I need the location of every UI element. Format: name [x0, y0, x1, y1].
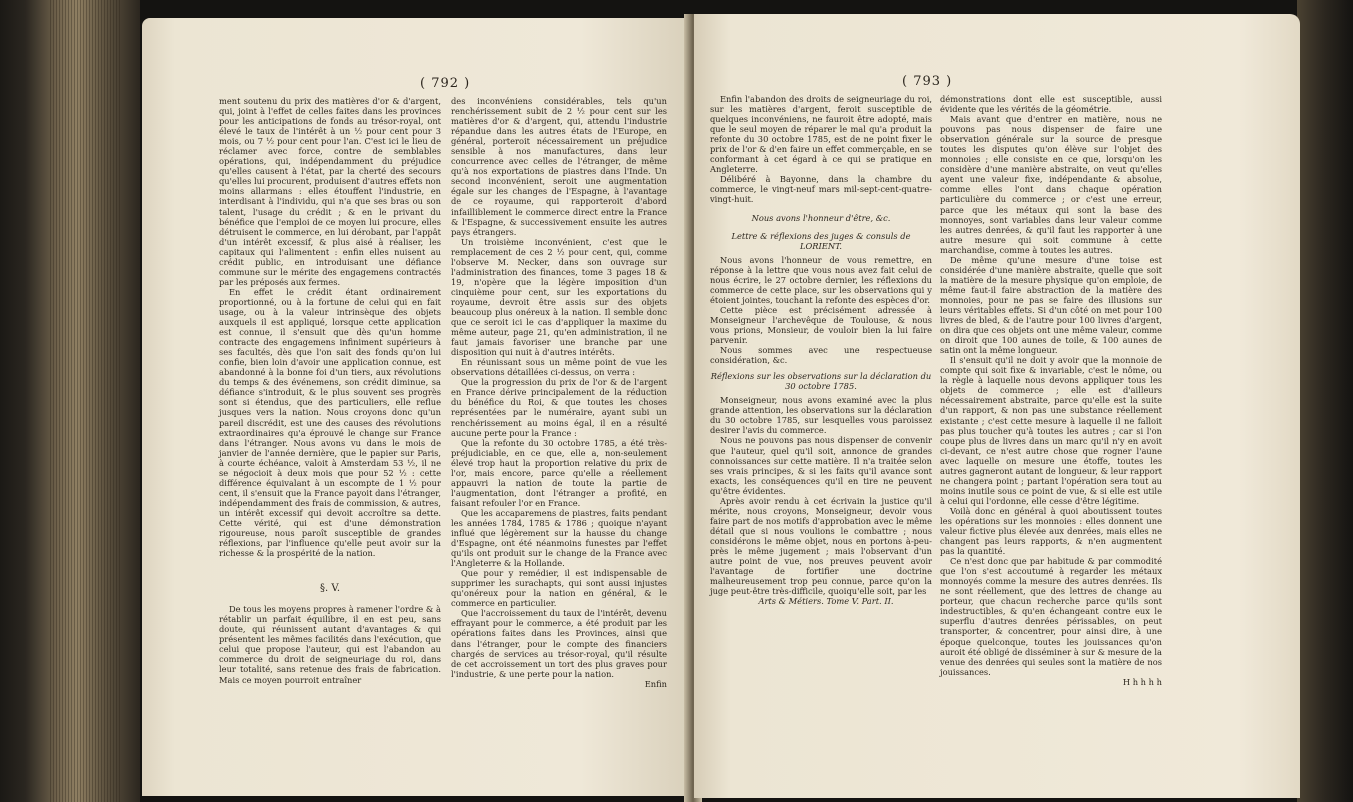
paragraph: De tous les moyens propres à ramener l'ordre & à rétablir un parfait équilibre, il en est peu, sans doute, qui réunissent autant d'avantages & qui présentent les mêmes facilités dans l'exécution, que celui que propose l'auteur, qui est l'abandon au commerce du droit de seigneuriage du roi, dans leur totalité, sans retenue des frais de fabrication. Mais ce moyen pourroit entraîner — [219, 604, 441, 685]
left-page — [142, 18, 690, 796]
right-page-number: ( 793 ) — [902, 74, 953, 89]
paragraph: Nous avons l'honneur d'être, &c. — [751, 212, 891, 223]
paragraph: Cette pièce est précisément adressée à Monseigneur l'archevêque de Toulouse, & nous vous prions, Monsieur, de vouloir bien la lui faire parvenir. — [710, 304, 932, 346]
left-page-column-1 — [219, 96, 441, 685]
right-page-column-2 — [940, 94, 1162, 687]
left-page-number: ( 792 ) — [420, 76, 471, 91]
paragraph: En effet le crédit étant ordinairement proportionné, ou à la fortune de celui qui en fait usage, ou à la valeur intrinsèque des objets auxquels il est appliqué, lorsque cette application est connue, il s'ensuit que dès qu'un homme contracte des engagemens infiniment supérieurs à ses facultés, dès que l'on sait des fonds qu'on lui confie, bien loin d'avoir une application connue, est abandonné à la bonne foi d'un tiers, aux révolutions du temps & des événemens, son crédit diminue, sa défiance s'introduit, & le plus souvent ses progrès sont si étendus, que des particuliers, elle reflue jusques vers la nation. Nous croyons donc qu'un pareil discrédit, est une des causes des révolutions extraordinaires qu'a éprouvé le change sur France dans l'étranger. Nous avons vu dans le mois de janvier de l'année dernière, que le papier sur Paris, à courte échéance, valoit à Amsterdam 53 ½, il ne se négocioit à deux mois que pour 52 ½ : cette différence équivalant à un escompte de 1 ½ pour cent, il s'ensuit que la France payoit dans l'étranger, indépendamment des frais de commission, & autres, un intérêt excessif qui devoit accroître sa dette. Cette vérité, qui est d'une démonstration rigoureuse, nous paroît susceptible de grandes réflexions, par l'influence qu'elle peut avoir sur la richesse & la prospérité de la nation. — [219, 286, 441, 559]
paragraph: De même qu'une mesure d'une toise est considérée d'une manière abstraite, quelle que soit la matière de la mesure physique qu'on emploie, de même faut-il faire abstraction de la matière des monnoies, pour ne pas se faire des illusions sur leurs véritables effets. Si d'un côté on met pour 100 livres de bled, & de l'autre pour 100 livres d'argent, on dira que ces objets ont une même valeur, comme on diroit que 100 aunes de toile, & 100 aunes de satin ont la même longueur. — [940, 254, 1162, 356]
catchword: H h h h h — [1122, 676, 1162, 687]
paragraph: Ce n'est donc que par habitude & par commodité que l'on s'est accoutumé à regarder les métaux monnoyés comme la mesure des autres denrées. Ils ne sont réellement, que des lettres de change au porteur, que chacun recherche parce qu'ils sont indestructibles, & qu'en échangeant contre eux le superflu d'autres denrées périssables, on peut transporter, & concentrer, pour ainsi dire, à une époque quelconque, toutes les jouissances qu'on auroit été obligé de disséminer à sur & mesure de la venue des denrées qui seules sont la matière de nos jouissances. — [940, 556, 1162, 677]
paragraph: En réunissant sous un même point de vue les observations détaillées ci-dessus, on verra : — [451, 357, 667, 378]
paragraph: Nous sommes avec une respectueuse considération, &c. — [710, 345, 932, 366]
paragraph: Voilà donc en général à quoi aboutissent toutes les opérations sur les monnoies : elles donnent une valeur fictive plus élevée aux denrées, mais elles ne changent pas leurs rapports, & n'en augmentent pas la quantité. — [940, 505, 1162, 557]
paragraph: Nous avons l'honneur de vous remettre, en réponse à la lettre que vous nous avez fait celui de nous écrire, le 27 octobre dernier, les réflexions du commerce de cette place, sur les observations qui y étoient jointes, touchant la refonte des espèces d'or. — [710, 254, 932, 305]
section-heading: §. V. — [319, 583, 340, 595]
paragraph: Il s'ensuit qu'il ne doit y avoir que la monnoie de compte qui soit fixe & invariable, c'est le nôme, ou la règle à laquelle nous devons appliquer tous les objets de commerce ; elle est d'ailleurs nécessairement abstraite, parce qu'elle est la suite d'un rapport, & non pas une substance réellement existante ; c'est cette mesure à laquelle il ne falloit pas plus toucher qu'à toutes les autres ; car si l'on coupe plus de livres dans un marc qu'il n'y en avoit ci-devant, ce n'est autre chose que rogner l'aune avec laquelle on mesure une étoffe, toutes les autres gagneront autant de longueur, & leur rapport ne changera point ; partant l'opération sera tout au moins inutile sous ce point de vue, & si elle est utile à celui qui l'ordonne, elle cesse d'être légitime. — [940, 355, 1162, 506]
paragraph: Que pour y remédier, il est indispensable de supprimer les surachapts, qui sont aussi injustes qu'onéreux pour la nation en général, & le commerce en particulier. — [451, 568, 667, 609]
paragraph: Que la refonte du 30 octobre 1785, a été très-préjudiciable, en ce que, elle a, non-seulement élevé trop haut la proportion relative du prix de l'or, mais encore, parce qu'elle a réellement appauvri la nation de toute la partie de l'augmentation, dont l'étranger a profité, en faisant refouler l'or en France. — [451, 437, 667, 508]
letter-heading: Réflexions sur les observations sur la déclaration du 30 octobre 1785. — [710, 371, 932, 392]
paragraph: Nous ne pouvons pas nous dispenser de convenir que l'auteur, quel qu'il soit, annonce de grandes connoissances sur cette matière. Il n'a traitée selon ses vrais principes, & si les faits qu'il avance sont exacts, les conséquences qu'il en tire ne peuvent qu'être évidentes. — [710, 435, 932, 496]
book-spine-left — [0, 0, 140, 802]
paragraph: Enfin l'abandon des droits de seigneuriage du roi, sur les matières d'argent, feroit susceptible de quelques inconvéniens, ne fauroit être adopté, mais que le seul moyen de réparer le mal qu'a produit la refonte du 30 octobre 1785, est de ne point fixer le prix de l'or & d'en faire un effet commerçable, en se conformant à cet égard à ce qui se pratique en Angleterre. — [710, 94, 932, 175]
paragraph: ment soutenu du prix des matières d'or & d'argent, qui, joint à l'effet de celles faites dans les provinces pour les anticipations de fonds au trésor-royal, ont élevé le taux de l'intérêt à un ½ pour cent pour 3 mois, ou 7 ½ pour cent pour l'an. C'est ici le lieu de réclamer avec force, contre de semblables opérations, qui, indépendamment du préjudice qu'elles causent à l'état, par la cherté des secours qu'elles lui procurent, produisent d'autres effets non moins allarmans : elles étouffent l'industrie, en interdisant à l'individu, qui n'a que ses bras ou son talent, l'usage du crédit ; & en le privant du bénéfice que l'emploi de ce moyen lui procure, elles détruisent le commerce, en lui dérobant, par l'appât d'un intérêt excessif, & plus aisé à réaliser, les capitaux qui l'alimentent : enfin elles nuisent au crédit public, en introduisant une défiance commune sur le mérite des engagemens contractés par les préposés aux fermes. — [219, 96, 442, 287]
paragraph: des inconvéniens considérables, tels qu'un renchérissement subit de 2 ½ pour cent sur les matières d'or & d'argent, qui, attendu l'industrie répandue dans les autres états de l'Europe, en général, porteroit nécessairement un préjudice sensible à nos manufactures, dans leur concurrence avec celles de l'étranger, de même qu'à nos exportations de piastres dans l'Inde. Un second inconvénient, seroit une augmentation égale sur les changes de l'Espagne, à l'avantage de ce royaume, qui rapporteroit d'abord infailliblement le commerce direct entre la France & l'Espagne, & successivement ensuite les autres pays étrangers. — [451, 96, 667, 237]
catchword: Enfin — [644, 678, 667, 689]
paragraph: Que l'accroissement du taux de l'intérêt, devenu effrayant pour le commerce, a été produit par les opérations faites dans les Provinces, ainsi que dans l'étranger, pour le compte des financiers chargés de services au trésor-royal, qu'il résulte de cet accroissement un tort des plus graves pour l'industrie, & une perte pour la nation. — [451, 608, 667, 679]
right-page — [694, 14, 1300, 798]
paragraph: Un troisième inconvénient, c'est que le remplacement de ces 2 ½ pour cent, qui, comme l'observe M. Necker, dans son ouvrage sur l'administration des finances, tome 3 pages 18 & 19, n'opère que la légère imposition d'un cinquième pour cent, sur les exportations du royaume, devroit être assis sur des objets beaucoup plus onéreux à la nation. Il semble donc que ce seroit ici le cas d'appliquer la maxime du même auteur, page 21, qu'en administration, il ne faut jamais favoriser une branche par une disposition qui nuit à d'autres intérêts. — [451, 236, 667, 358]
left-page-column-2 — [451, 96, 667, 689]
paragraph: Que les accaparemens de piastres, faits pendant les années 1784, 1785 & 1786 ; quoique n'ayant influé que légèrement sur la hausse du change d'Espagne, ont été néanmoins funestes par l'effet qu'ils ont produit sur le change de la France avec l'Angleterre & la Hollande. — [451, 507, 667, 569]
right-page-column-1 — [710, 94, 932, 606]
letter-heading: Lettre & réflexions des juges & consuls de LORIENT. — [731, 230, 911, 251]
paragraph: démonstrations dont elle est susceptible, aussi évidente que les vérités de la géométrie. — [940, 94, 1162, 115]
paragraph: Après avoir rendu à cet écrivain la justice qu'il mérite, nous croyons, Monseigneur, devoir vous faire part de nos motifs d'approbation avec le même détail que si nous voulions le combattre ; nous considérons le même objet, nous en portons à-peu-près le même jugement ; mais l'observant d'un autre point de vue, nos preuves peuvent avoir l'avantage de fortifier une doctrine malheureusement trop peu connue, parce qu'on la juge peut-être très-difficile, quoiqu'elle soit, par les — [710, 495, 932, 597]
page-footer: Arts & Métiers. Tome V. Part. II. — [758, 596, 894, 607]
paragraph: Que la progression du prix de l'or & de l'argent en France dérive principalement de la réduction du bénéfice du Roi, & que toutes les choses représentées par le numéraire, ayant subi un renchérissement au moins égal, il en a résulté aucune perte pour la France : — [451, 377, 667, 438]
paragraph: Mais avant que d'entrer en matière, nous ne pouvons pas nous dispenser de faire une observation générale sur la source de presque toutes les disputes qu'on élève sur l'objet des monnoies ; elle consiste en ce que, lorsqu'on les considère d'une manière abstraite, on veut qu'elles ayent une valeur fixe, indépendante & absolue, comme elles l'ont dans chaque opération particulière du commerce ; or c'est une erreur, parce que les métaux qui sont la base des monnoyes, sont variables dans leur valeur comme les autres denrées, & qu'il faut les rapporter à une autre mesure qui soit commune à cette marchandise, comme à toutes les autres. — [940, 114, 1162, 255]
paragraph: Délibéré à Bayonne, dans la chambre du commerce, le vingt-neuf mars mil-sept-cent-quatre-vingt-huit. — [710, 174, 932, 205]
paragraph: Monseigneur, nous avons examiné avec la plus grande attention, les observations sur la déclaration du 30 octobre 1785, sur lesquelles vous paroissez desirer l'avis du commerce. — [710, 395, 932, 436]
book-edge-right — [1297, 0, 1353, 802]
